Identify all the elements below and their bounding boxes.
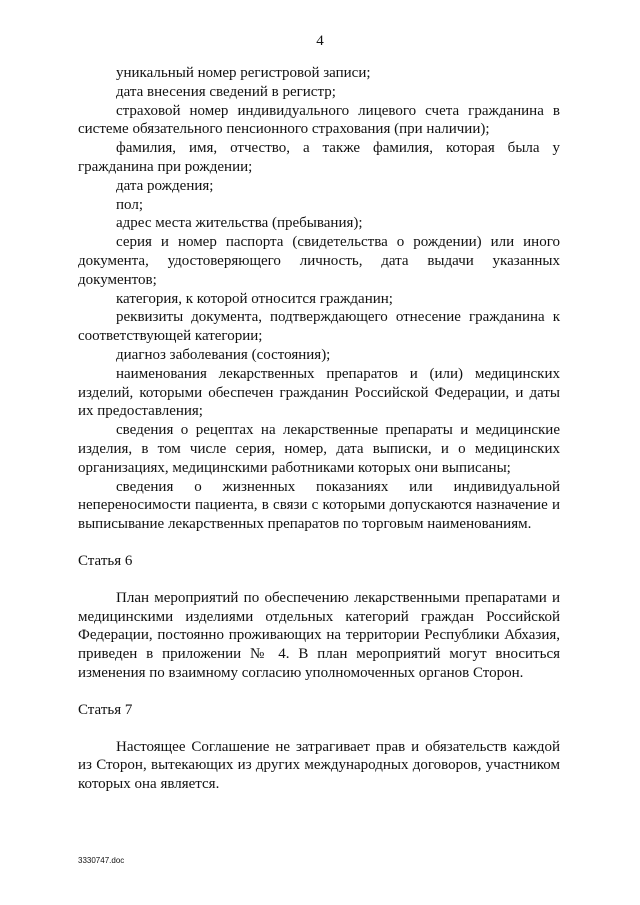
list-item: адрес места жительства (пребывания); [116,215,363,232]
article-6-text: План мероприятий по обеспечению лекарственными препаратами и медицинскими изделиями отдельных категорий граждан Российской Федерации, постоянно проживающих на территории Республики Абхазия, приведен в приложении № 4. В план мероприятий могут вноситься изменения по взаимному согласию уполномоченных органов Сторон. [78,589,560,681]
document-file-code: 3330747.doc [78,856,125,865]
list-item: дата внесения сведений в регистр; [116,83,336,100]
list-item: категория, к которой относится гражданин; [116,290,393,307]
list-item: диагноз заболевания (состояния); [116,346,331,363]
list-item: страховой номер индивидуального лицевого счета гражданина в системе обязательного пенсионного страхования (при наличии); [78,102,560,138]
list-item: дата рождения; [116,177,214,194]
page-number: 4 [316,33,324,49]
list-item: серия и номер паспорта (свидетельства о рождении) или иного документа, удостоверяющего личность, дата выдачи указанных документов; [78,234,560,288]
list-item: реквизиты документа, подтверждающего отнесение гражданина к соответствующей категории; [78,309,560,345]
list-item: наименования лекарственных препаратов и (или) медицинских изделий, которыми обеспечен гражданин Российской Федерации, и даты их предоставления; [78,365,560,420]
list-item: уникальный номер регистровой записи; [116,65,371,81]
article-6-heading: Статья 6 [78,552,133,569]
data-fields-list [78,64,560,534]
list-item: пол; [116,196,143,213]
list-item: фамилия, имя, отчество, а также фамилия, которая была у гражданина при рождении; [78,140,560,175]
article-7-text: Настоящее Соглашение не затрагивает прав и обязательств каждой из Сторон, вытекающих из других международных договоров, участником которых она является. [78,738,560,793]
list-item: сведения о жизненных показаниях или индивидуальной непереносимости пациента, в связи с которыми допускаются назначение и выписывание лекарственных препаратов по торговым наименованиям. [78,478,560,533]
article-7-heading: Статья 7 [78,701,133,718]
document-body [78,64,560,794]
list-item: сведения о рецептах на лекарственные препараты и медицинские изделия, в том числе серия, номер, дата выписки, и о медицинских организациях, медицинскими работниками которых они выписаны; [78,422,560,476]
